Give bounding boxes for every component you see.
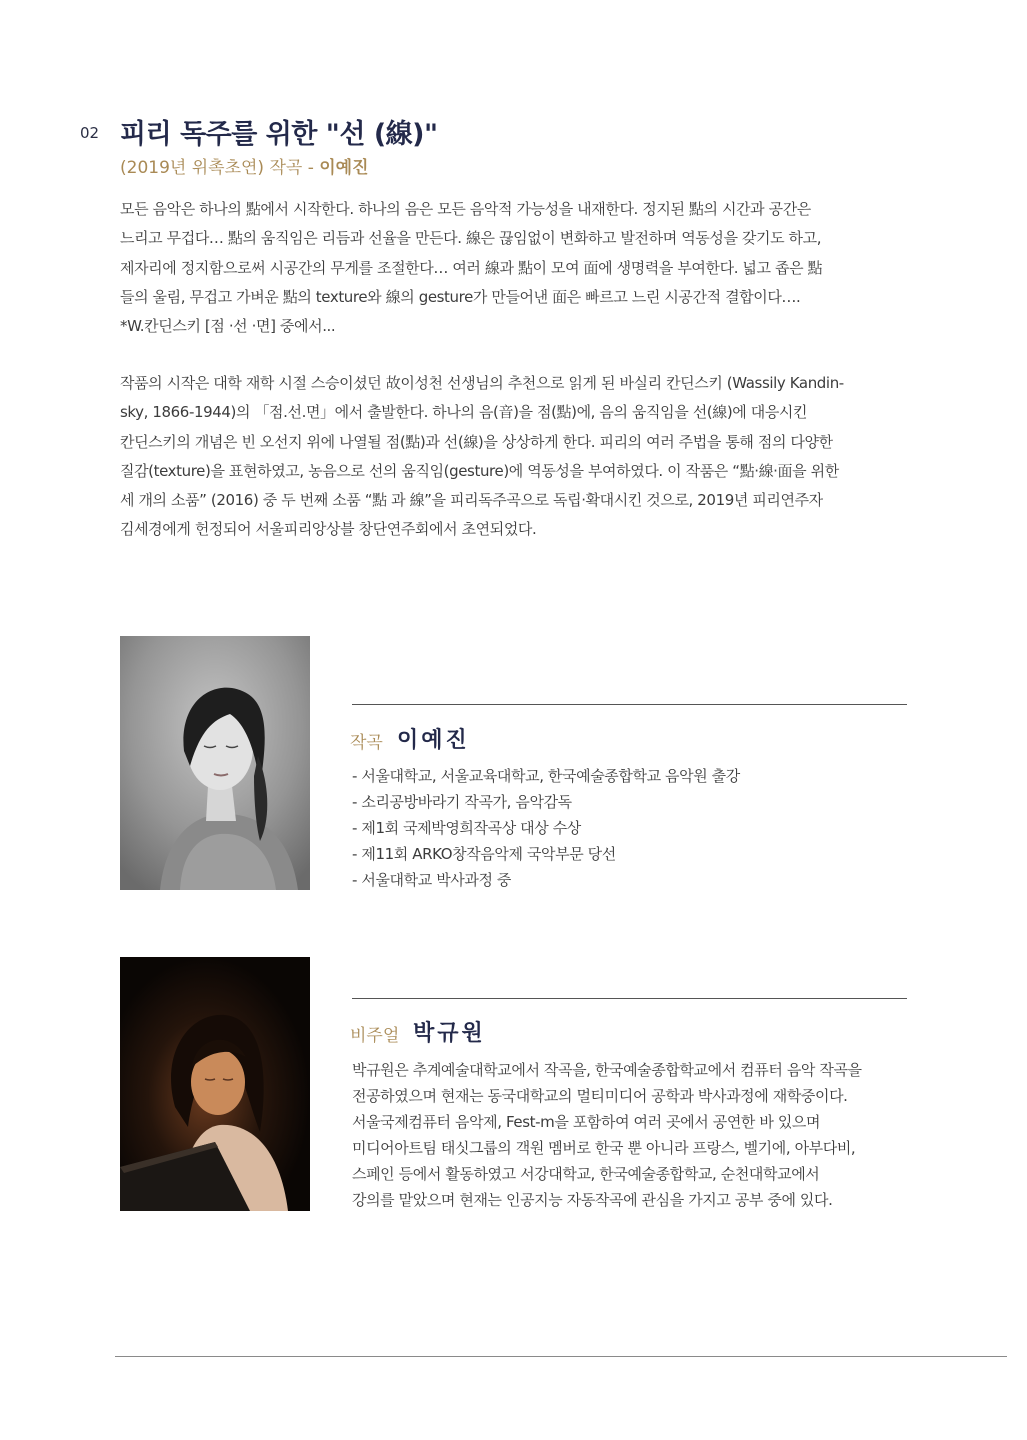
visual-name: 박규원 — [413, 1021, 486, 1046]
bio-item: - 서울대학교 박사과정 중 — [352, 871, 512, 889]
visual-divider — [352, 998, 907, 999]
bio-item: - 소리공방바라기 작곡가, 음악감독 — [352, 793, 572, 811]
bio-item: - 서울대학교, 서울교육대학교, 한국예술종합학교 음악원 출강 — [352, 767, 740, 785]
visual-bio-line: 전공하였으며 현재는 동국대학교의 멀티미디어 공학과 박사과정에 재학중이다. — [352, 1087, 848, 1105]
subtitle-prefix: (2019년 위촉초연) 작곡 - — [120, 158, 320, 178]
intro-line: *W.칸딘스키 [점 ·선 ·면] 중에서... — [120, 317, 336, 336]
visual-bio — [352, 1057, 862, 1213]
bio-item: - 제1회 국제박영희작곡상 대상 수상 — [352, 819, 581, 837]
visual-bio-line: 스페인 등에서 활동하였고 서강대학교, 한국예술종합학교, 순천대학교에서 — [352, 1165, 820, 1183]
piece-number: 02 — [80, 124, 100, 142]
description-line: 질감(texture)을 표현하였고, 농음으로 선의 움직임(gesture)에 역동성을 부여하였다. 이 작품은 “點·線·面을 위한 — [120, 461, 839, 480]
visual-bio-line: 강의를 맡았으며 현재는 인공지능 자동작곡에 관심을 가지고 공부 중에 있다. — [352, 1191, 833, 1209]
composer-portrait-illustration — [120, 636, 310, 890]
composer-role: 작곡 — [350, 733, 383, 753]
intro-line: 느리고 무겁다… 點의 움직임은 리듬과 선율을 만든다. 線은 끊임없이 변화하고 발전하며 역동성을 갖기도 하고, — [120, 229, 822, 248]
footer-divider — [115, 1356, 1007, 1357]
bio-item: - 제11회 ARKO창작음악제 국악부문 당선 — [352, 845, 616, 863]
visual-artist-portrait-illustration — [120, 957, 310, 1211]
intro-paragraph — [120, 195, 906, 341]
visual-bio-line: 박규원은 추계예술대학교에서 작곡을, 한국예술종합학교에서 컴퓨터 음악 작곡을 — [352, 1061, 862, 1079]
intro-line: 들의 울림, 무겁고 가벼운 點의 texture와 線의 gesture가 만들어낸 面은 빠르고 느린 시공간적 결합이다…. — [120, 287, 801, 306]
composer-name: 이예진 — [397, 728, 470, 753]
piece-subtitle — [120, 153, 369, 178]
composer-photo — [120, 636, 310, 890]
visual-bio-line: 미디어아트팀 태싯그룹의 객원 멤버로 한국 뿐 아니라 프랑스, 벨기에, 아부다비, — [352, 1139, 856, 1157]
description-line: 칸딘스키의 개념은 빈 오선지 위에 나열될 점(點)과 선(線)을 상상하게 한다. 피리의 여러 주법을 통해 점의 다양한 — [120, 432, 833, 451]
composer-bio — [352, 763, 740, 893]
description-paragraph — [120, 369, 906, 545]
visual-role: 비주얼 — [350, 1026, 400, 1046]
visual-bio-line: 서울국제컴퓨터 음악제, Fest-m을 포함하여 여러 곳에서 공연한 바 있으며 — [352, 1113, 821, 1131]
description-line: 김세경에게 헌정되어 서울피리앙상블 창단연주회에서 초연되었다. — [120, 520, 537, 539]
intro-line: 모든 음악은 하나의 點에서 시작한다. 하나의 음은 모든 음악적 가능성을 내재한다. 정지된 點의 시간과 공간은 — [120, 200, 811, 218]
intro-line: 제자리에 정지함으로써 시공간의 무게를 조절한다… 여러 線과 點이 모여 面에 생명력을 부여한다. 넓고 좁은 點 — [120, 258, 823, 277]
visual-artist-photo — [120, 957, 310, 1211]
description-line: sky, 1866-1944)의 「점.선.면」에서 출발한다. 하나의 음(音)을 점(點)에, 음의 움직임을 선(線)에 대응시킨 — [120, 403, 808, 422]
piece-title: 피리 독주를 위한 "선 (線)" — [120, 119, 438, 150]
composer-divider — [352, 704, 907, 705]
description-line: 작품의 시작은 대학 재학 시절 스승이셨던 故이성천 선생님의 추천으로 읽게 된 바실리 칸딘스키 (Wassily Kandin- — [120, 374, 844, 392]
description-line: 세 개의 소품” (2016) 중 두 번째 소품 “點 과 線”을 피리독주곡으로 독립·확대시킨 것으로, 2019년 피리연주자 — [120, 491, 823, 510]
subtitle-composer: 이예진 — [319, 158, 369, 178]
